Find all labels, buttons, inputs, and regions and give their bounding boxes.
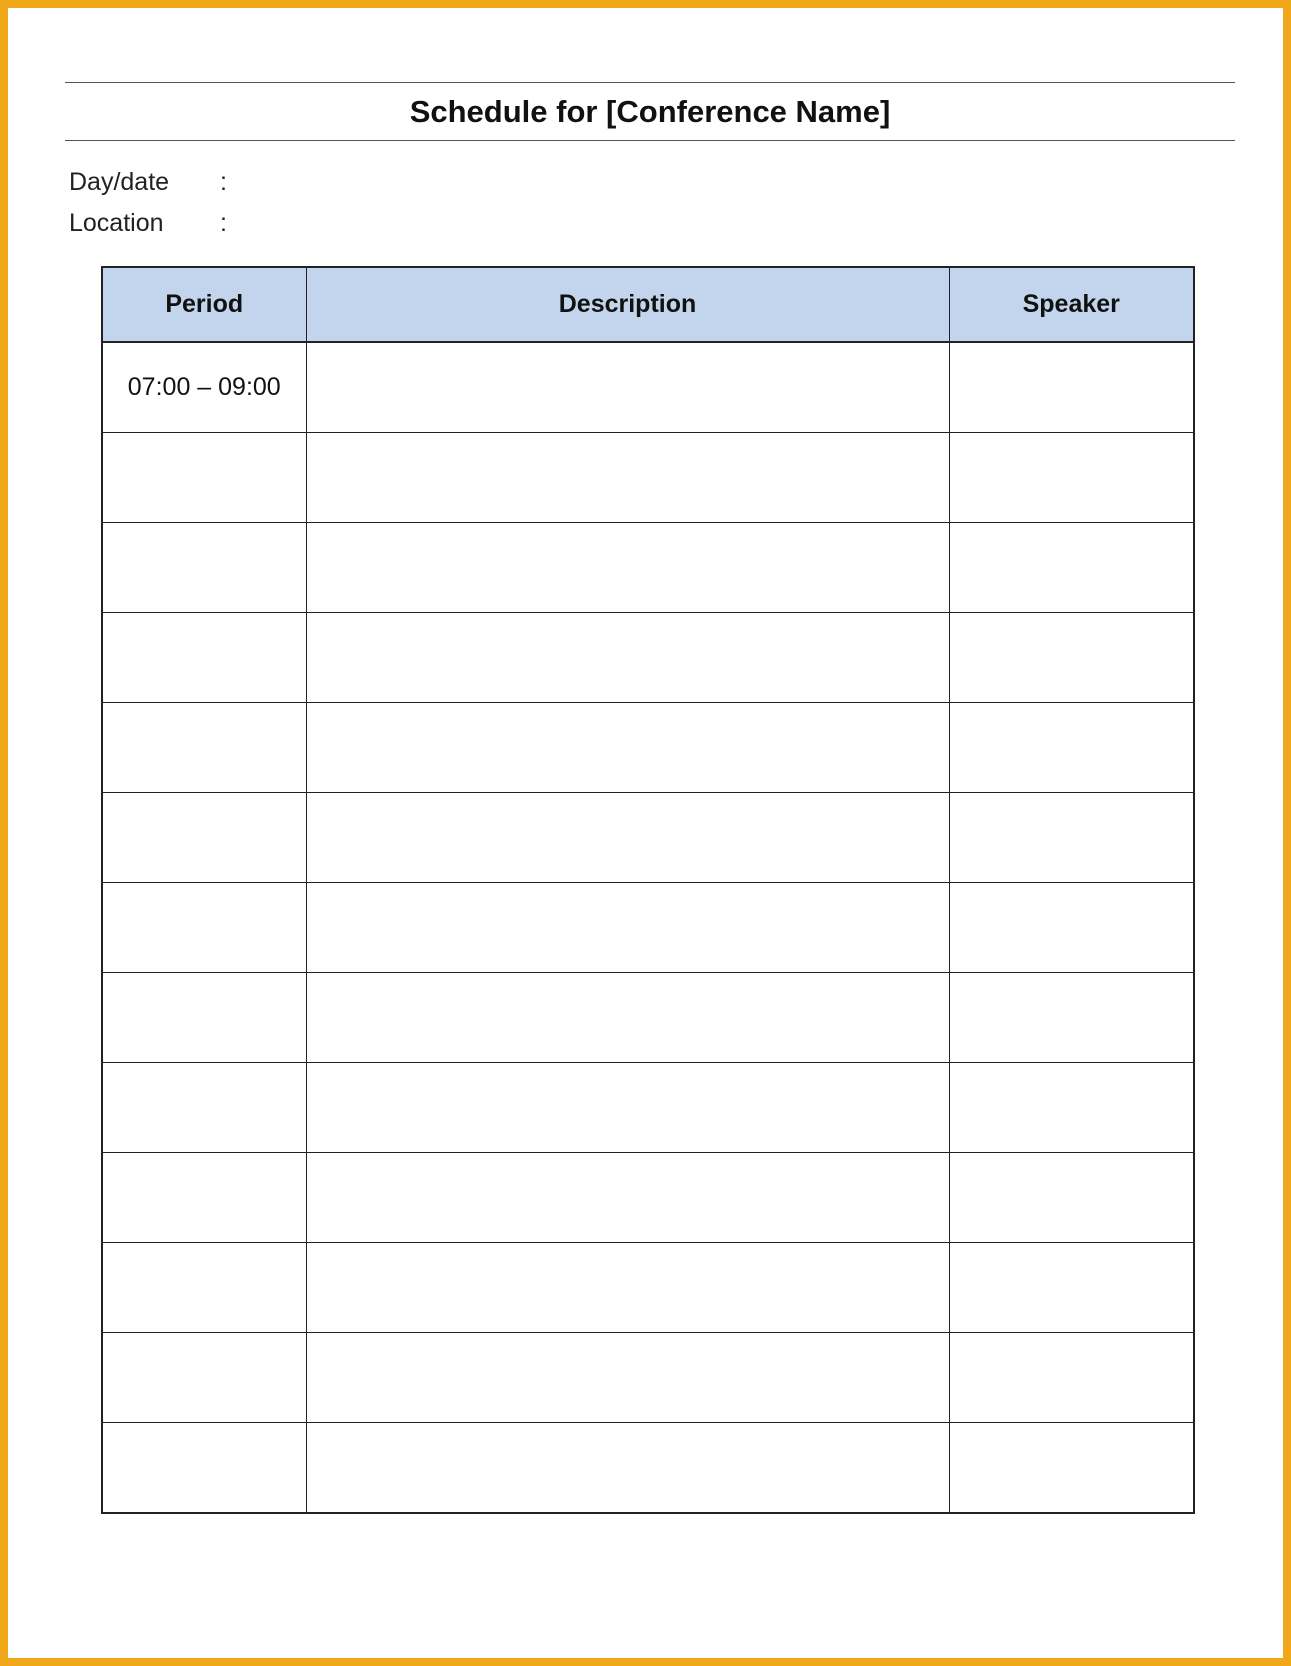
cell-speaker[interactable] [949,342,1194,433]
cell-speaker[interactable] [949,1423,1194,1514]
cell-period[interactable] [102,1333,306,1423]
cell-speaker[interactable] [949,973,1194,1063]
cell-description[interactable] [306,1423,949,1514]
cell-speaker[interactable] [949,1153,1194,1243]
title-top-rule [65,82,1235,83]
cell-description[interactable] [306,1153,949,1243]
table-row [102,1153,1194,1243]
cell-period[interactable] [102,703,306,793]
cell-speaker[interactable] [949,613,1194,703]
field-location [69,206,227,240]
table-row [102,793,1194,883]
cell-description[interactable] [306,1333,949,1423]
cell-speaker[interactable] [949,1243,1194,1333]
field-day-date-label: Day/date [69,168,170,196]
cell-period[interactable] [102,793,306,883]
table-row [102,1333,1194,1423]
column-header-period: Period [102,267,306,342]
cell-period[interactable]: 07:00 – 09:00 [102,342,306,433]
cell-speaker[interactable] [949,1333,1194,1423]
cell-description[interactable] [306,523,949,613]
field-location-separator: : [220,209,227,237]
schedule-table [101,266,1195,1514]
table-row [102,703,1194,793]
cell-speaker[interactable] [949,883,1194,973]
table-row [102,1063,1194,1153]
cell-speaker[interactable] [949,1063,1194,1153]
cell-period[interactable] [102,523,306,613]
column-header-speaker: Speaker [949,267,1194,342]
cell-speaker[interactable] [949,703,1194,793]
document-title: Schedule for [Conference Name] [409,94,891,129]
cell-description[interactable] [306,1243,949,1333]
cell-period[interactable] [102,1153,306,1243]
table-row [102,433,1194,523]
table-row [102,342,1194,433]
cell-description[interactable] [306,342,949,433]
cell-description[interactable] [306,883,949,973]
cell-speaker[interactable] [949,793,1194,883]
field-day-date-separator: : [220,168,227,196]
cell-period[interactable] [102,433,306,523]
table-row [102,523,1194,613]
cell-period[interactable] [102,1243,306,1333]
cell-speaker[interactable] [949,523,1194,613]
cell-period[interactable] [102,1063,306,1153]
cell-description[interactable] [306,703,949,793]
column-header-description: Description [306,267,949,342]
cell-description[interactable] [306,973,949,1063]
cell-description[interactable] [306,433,949,523]
table-row [102,1423,1194,1514]
table-body [102,342,1194,1513]
cell-period[interactable] [102,973,306,1063]
cell-description[interactable] [306,1063,949,1153]
table-row [102,613,1194,703]
table-header-row [102,267,1194,342]
cell-period[interactable] [102,883,306,973]
cell-speaker[interactable] [949,433,1194,523]
table-row [102,973,1194,1063]
table-row [102,1243,1194,1333]
cell-period[interactable] [102,613,306,703]
cell-period[interactable] [102,1423,306,1514]
field-location-label: Location [69,209,164,237]
title-bottom-rule [65,140,1235,141]
table-row [102,883,1194,973]
cell-description[interactable] [306,793,949,883]
field-day-date [69,165,227,199]
cell-description[interactable] [306,613,949,703]
